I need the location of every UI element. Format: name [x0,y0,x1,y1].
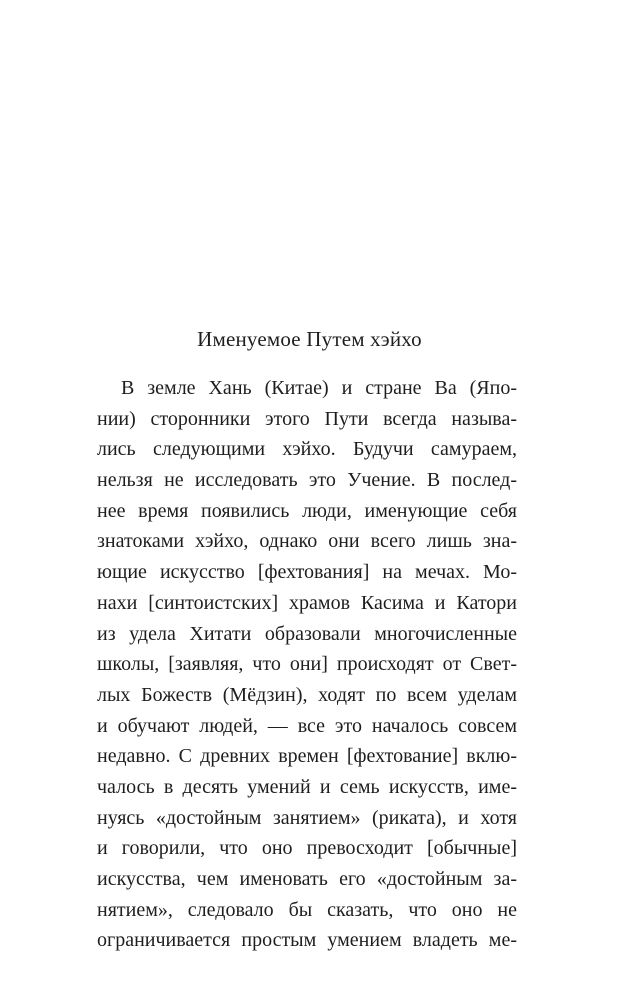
text-line: и говорили, что оно превосходит [обычные] [97,837,517,860]
text-line: нии) сторонники этого Пути всегда называ- [97,407,517,430]
text-line: недавно. С древних времен [фехтование] вклю- [97,745,517,768]
text-line: лых Божеств (Мёдзин), ходят по всем уделам [97,683,517,706]
text-line: нельзя не исследовать это Учение. В послед- [97,469,517,492]
text-line: из удела Хитати образовали многочисленные [97,622,517,645]
text-line: искусства, чем именовать его «достойным за- [97,868,517,890]
text-line: ющие искусство [фехтования] на мечах. Мо- [97,561,517,584]
text-line: чалось в десять умений и семь искусств, име- [97,775,517,798]
text-line: нее время появились люди, именующие себя [97,499,517,522]
text-line: ограничивается простым умением владеть ме- [97,929,517,952]
text-line: школы, [заявляя, что они] происходят от Свет- [97,653,517,676]
section-heading: Именуемое Путем хэйхо [197,327,422,351]
text-line: нятием», следовало бы сказать, что оно не [97,898,517,921]
text-line: и обучают людей, — все это началось совсем [97,714,517,737]
text-line: знатоками хэйхо, однако они всего лишь зна- [97,530,517,553]
text-line: нуясь «достойным занятием» (риката), и хотя [97,806,517,829]
body-paragraph [97,373,517,956]
text-line: В земле Хань (Китае) и стране Ва (Япо- [121,377,517,399]
text-line: лись следующими хэйхо. Будучи самураем, [97,438,517,461]
text-line: нахи [синтоистских] храмов Касима и Катори [97,591,517,614]
